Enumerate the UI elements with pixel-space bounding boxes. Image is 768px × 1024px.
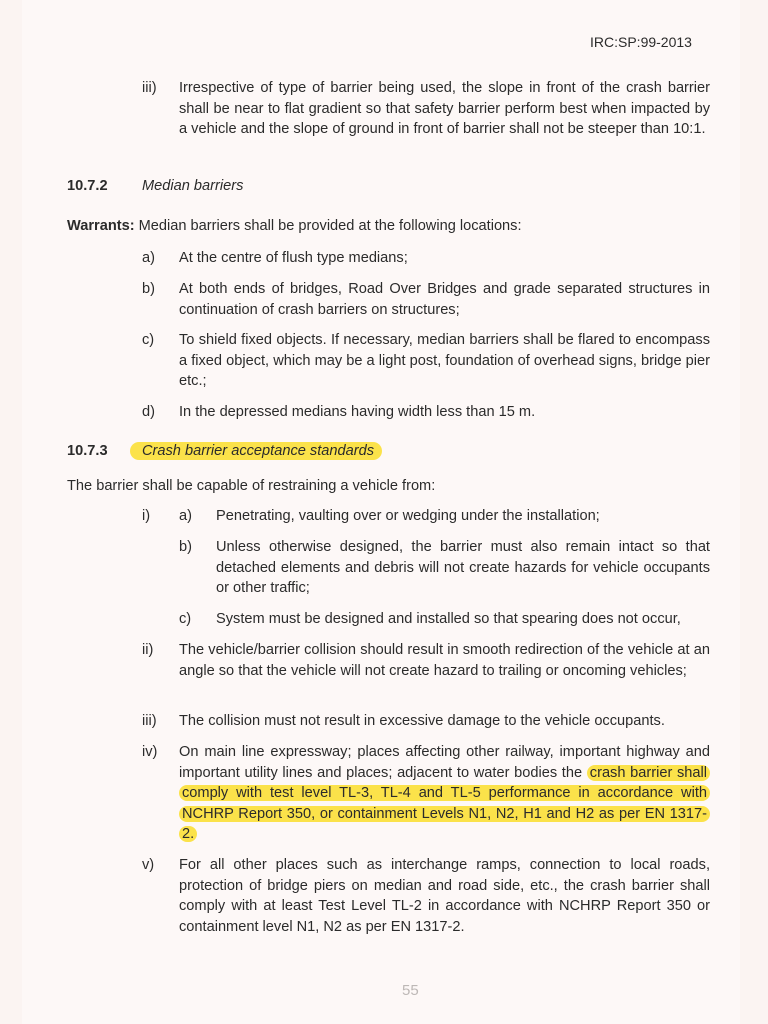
list-marker: iv) [142, 744, 158, 760]
list-item-text [179, 742, 710, 845]
section-title [130, 441, 382, 462]
list-marker: a) [142, 250, 155, 266]
page-number: 55 [402, 982, 419, 999]
sub-list-marker: a) [179, 508, 192, 524]
document-page [22, 0, 740, 1024]
sub-list-item-text: Penetrating, vaulting over or wedging under the installation; [216, 508, 600, 524]
list-marker: c) [142, 332, 155, 348]
warrants-paragraph [67, 216, 717, 237]
section-title: Median barriers [142, 178, 244, 194]
list-item-text: In the depressed medians having width less than 15 m. [179, 404, 536, 420]
list-item-text: For all other places such as interchange ramps, connection to local roads, protection of bridge piers on median and road side, etc., the crash barrier shall comply with at least Test Level TL-2 in accordance with NCHRP Report 350 or containment level N1, N2 as per EN 1317-2. [179, 857, 710, 935]
warrants-label: Warrants: [67, 218, 135, 234]
document-reference: IRC:SP:99-2013 [590, 34, 692, 50]
section-number: 10.7.2 [67, 178, 108, 194]
warrants-text: Median barriers shall be provided at the following locations: [134, 218, 522, 234]
list-item-text: At both ends of bridges, Road Over Bridges and grade separated structures in continuation of crash barriers on structures; [179, 281, 710, 318]
list-marker: iii) [142, 713, 157, 729]
list-marker: d) [142, 404, 155, 420]
section-number: 10.7.3 [67, 443, 108, 459]
list-item-text: Irrespective of type of barrier being used, the slope in front of the crash barrier shall be near to flat gradient so that safety barrier perform best when impacted by a vehicle and the slope of ground in front of barrier shall not be steeper than 10:1. [179, 80, 710, 138]
sub-list-item-text: System must be designed and installed so that spearing does not occur, [216, 611, 681, 627]
list-marker: b) [142, 281, 155, 297]
list-marker: i) [142, 508, 151, 524]
highlighted-title: Crash barrier acceptance standards [130, 442, 382, 460]
sub-list-item-text: Unless otherwise designed, the barrier must also remain intact so that detached elements and debris will not create hazards for vehicle occupants or other traffic; [216, 539, 710, 597]
list-item-text: To shield fixed objects. If necessary, median barriers shall be flared to encompass a fixed object, which may be a light post, foundation of overhead signs, bridge pier etc.; [179, 332, 710, 390]
list-marker: iii) [142, 80, 157, 96]
list-item-text: At the centre of flush type medians; [179, 250, 408, 266]
list-item-text: The vehicle/barrier collision should result in smooth redirection of the vehicle at an angle so that the vehicle will not create hazard to trailing or oncoming vehicles; [179, 642, 710, 679]
sub-list-marker: b) [179, 539, 192, 555]
list-marker: v) [142, 857, 155, 873]
list-item-text: The collision must not result in excessive damage to the vehicle occupants. [179, 713, 665, 729]
sub-list-marker: c) [179, 611, 192, 627]
plain-text: On main line expressway; places affecting other railway, important highway and important utility lines and places; adjacent to water bodies the [179, 744, 710, 781]
highlighted-text: crash barrier shall comply with test level TL-3, TL-4 and TL-5 performance in accordance with NCHRP Report 350, or containment Levels N1, N2, H1 and H2 as per EN 1317-2. [179, 765, 710, 843]
intro-paragraph: The barrier shall be capable of restraining a vehicle from: [67, 478, 436, 494]
list-marker: ii) [142, 642, 154, 658]
